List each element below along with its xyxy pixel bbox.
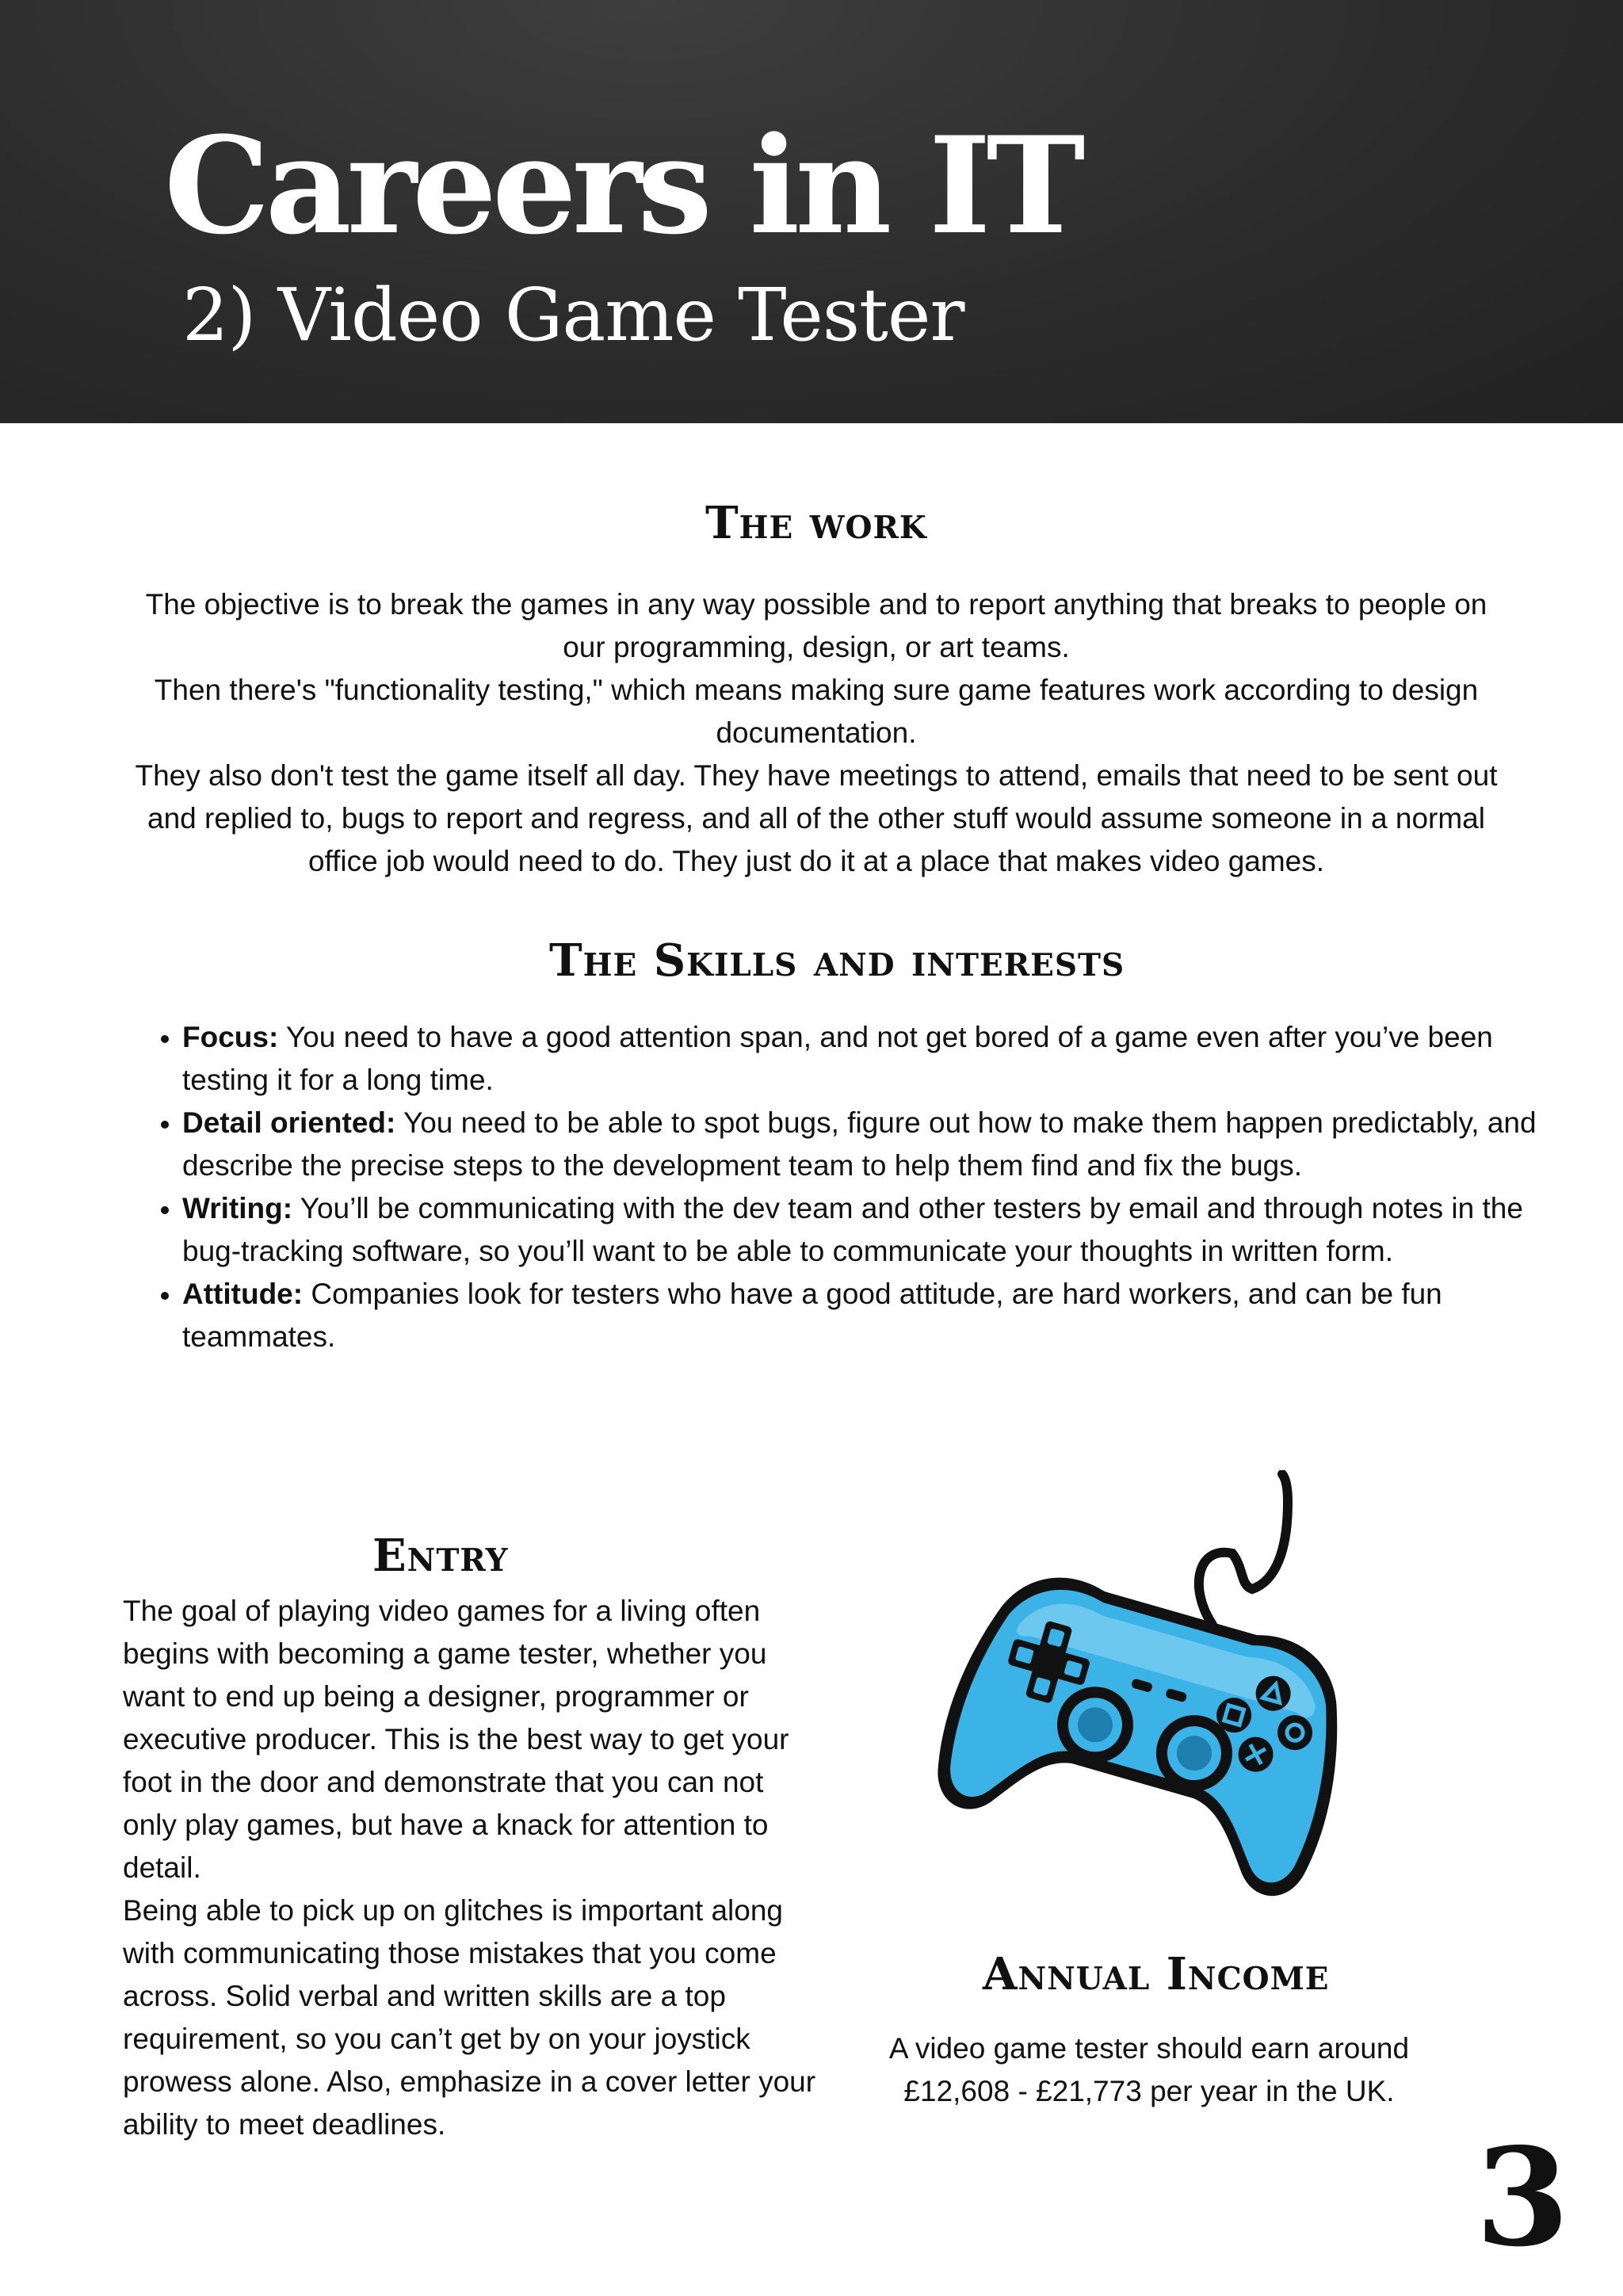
page-subtitle: 2) Video Game Tester <box>182 273 964 357</box>
skill-text: You need to be able to spot bugs, figure out how to make them happen predictably, and describe the precise steps to the development team to help them find and fix the bugs. <box>182 1106 1537 1182</box>
list-item <box>182 1016 1537 1102</box>
skill-text: You’ll be communicating with the dev team and other testers by email and through notes in the bug-tracking software, so you’ll want to be able to communicate your thoughts in written form. <box>182 1192 1523 1267</box>
skills-list <box>151 1016 1537 1358</box>
work-heading: The work <box>705 497 927 549</box>
entry-section <box>123 1590 820 2146</box>
skills-heading: The Skills and interests <box>549 934 1125 987</box>
work-paragraph: They also don't test the game itself all day. They have meetings to attend, emails that need to be sent out and replied to, bugs to report and regress, and all of the other stuff would assume someone in a normal office job would need to do. They just do it at a place that makes video games. <box>135 759 1498 877</box>
list-item <box>182 1187 1537 1273</box>
skill-label: Focus: <box>182 1021 279 1053</box>
work-paragraph: The objective is to break the games in any way possible and to report anything that breaks to people on our programming, design, or art teams. <box>145 588 1487 663</box>
page-title: Careers in IT <box>164 107 1081 264</box>
income-text: A video game tester should earn around £12,608 - £21,773 per year in the UK. <box>888 2032 1410 2107</box>
skill-label: Attitude: <box>182 1278 304 1310</box>
work-section <box>127 583 1506 883</box>
game-controller-icon <box>927 1470 1371 1902</box>
entry-heading: Entry <box>372 1530 509 1582</box>
entry-paragraph: The goal of playing video games for a living often begins with becoming a game tester, whether you want to end up being a designer, programmer or executive producer. This is the best way to get your foot in the door and demonstrate that you can not only play games, but have a knack for attention to detail. <box>123 1595 789 1884</box>
skill-label: Detail oriented: <box>182 1106 396 1139</box>
entry-paragraph: Being able to pick up on glitches is important along with communicating those mistakes that you come across. Solid verbal and written skills are a top requirement, so you can’t get by on your joystick prowess alone. Also, emphasize in a cover letter your ability to meet deadlines. <box>123 1894 816 2141</box>
page-header <box>0 0 1623 423</box>
income-heading: Annual Income <box>983 1948 1330 2000</box>
list-item <box>182 1273 1537 1358</box>
skill-label: Writing: <box>182 1192 293 1224</box>
page-number: 3 <box>1476 2118 1570 2277</box>
skill-text: You need to have a good attention span, and not get bored of a game even after you’ve been testing it for a long time. <box>182 1021 1493 1096</box>
work-paragraph: Then there's "functionality testing," which means making sure game features work according to design documentation. <box>154 674 1479 749</box>
skill-text: Companies look for testers who have a good attitude, are hard workers, and can be fun teammates. <box>182 1278 1442 1353</box>
list-item <box>182 1102 1537 1187</box>
